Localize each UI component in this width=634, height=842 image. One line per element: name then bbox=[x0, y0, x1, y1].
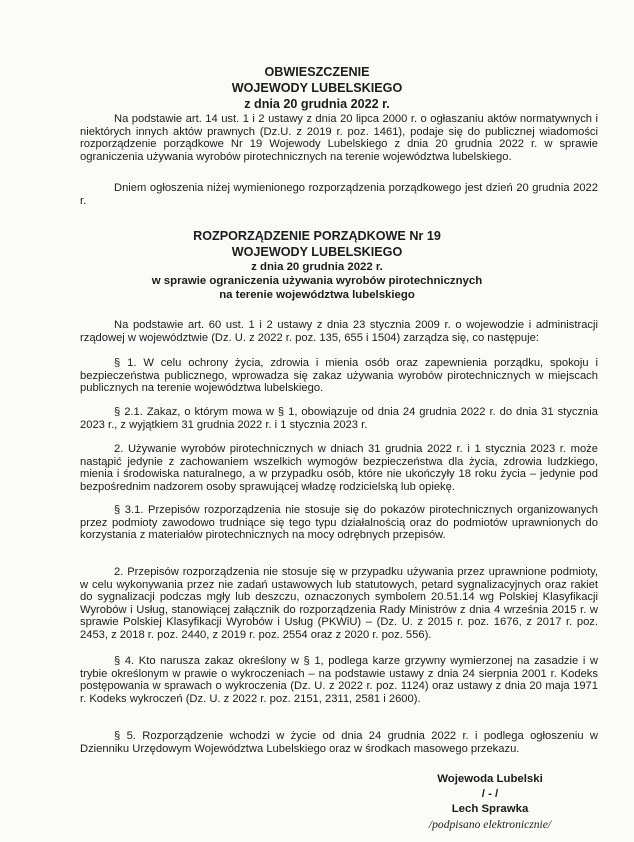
regulation-section-5-text: § 5. Rozporządzenie wchodzi w życie od dnia 24 grudnia 2022 r. i podlega ogłoszeniu w Dzienniku Urzędowym Województwa Lubelskiego oraz w środkach masowego przekazu. bbox=[80, 730, 598, 755]
regulation-section-3-2 bbox=[80, 566, 598, 642]
regulation-section-2-1-text: § 2.1. Zakaz, o którym mowa w § 1, obowiązuje od dnia 24 grudnia 2022 r. do dnia 31 stycznia 2023 r., z wyjątkiem 31 grudnia 2022 r. i 1 stycznia 2023 r. bbox=[80, 406, 598, 431]
notice-heading bbox=[80, 64, 554, 112]
signature-block bbox=[400, 772, 580, 832]
notice-heading-line-1: OBWIESZCZENIE bbox=[264, 65, 370, 79]
notice-paragraph-2 bbox=[80, 182, 598, 207]
regulation-section-2-2-text: 2. Używanie wyrobów pirotechnicznych w dniach 31 grudnia 2022 r. i 1 stycznia 2023 r. może nastąpić jedynie z zachowaniem wszelkich wymogów bezpieczeństwa dla życia, zdrowia ludzkiego, mienia i środowiska naturalnego, a w przypadku osób, które nie ukończyły 18 roku życia – jedynie pod bezpośrednim nadzorem osoby sprawującej władzę rodzicielską lub opiekę. bbox=[80, 443, 598, 493]
regulation-heading-line-2: WOJEWODY LUBELSKIEGO bbox=[231, 245, 403, 259]
regulation-section-3-1 bbox=[80, 504, 598, 542]
regulation-heading bbox=[80, 228, 554, 302]
regulation-subheading-subject-1: w sprawie ograniczenia używania wyrobów pirotechnicznych bbox=[151, 275, 483, 287]
signature-role: Wojewoda Lubelski bbox=[437, 773, 543, 785]
regulation-section-3-1-text: § 3.1. Przepisów rozporządzenia nie stosuje się do pokazów pirotechnicznych organizowanych przez podmioty zawodowo trudniące się tego typu działalnością oraz do podmiotów uprawnionych do korzystania z materiałów pirotechnicznych na mocy odrębnych przepisów. bbox=[80, 504, 598, 542]
notice-paragraph-2-text: Dniem ogłoszenia niżej wymienionego rozporządzenia porządkowego jest dzień 20 grudnia 2022 r. bbox=[80, 182, 598, 207]
regulation-section-2-2 bbox=[80, 443, 598, 493]
regulation-section-4 bbox=[80, 655, 598, 705]
signature-name: Lech Sprawka bbox=[451, 803, 529, 815]
regulation-subheading-date: z dnia 20 grudnia 2022 r. bbox=[251, 261, 383, 273]
notice-paragraph-1 bbox=[80, 113, 598, 163]
regulation-subheading-subject-2: na terenie województwa lubelskiego bbox=[219, 289, 415, 301]
notice-paragraph-1-text: Na podstawie art. 14 ust. 1 i 2 ustawy z dnia 20 lipca 2000 r. o ogłaszaniu aktów normatywnych i niektórych innych aktów prawnych (Dz.U. z 2019 r. poz. 1461), podaje się do publicznej wiadomości rozporządzenie porządkowe Nr 19 Wojewody Lubelskiego z dnia 20 grudnia 2022 r. w sprawie ograniczenia używania wyrobów pirotechnicznych na terenie województwa lubelskiego. bbox=[80, 113, 598, 163]
regulation-heading-line-1: ROZPORZĄDZENIE PORZĄDKOWE Nr 19 bbox=[193, 229, 441, 243]
signature-mark: / - / bbox=[481, 788, 499, 800]
notice-heading-line-2: WOJEWODY LUBELSKIEGO bbox=[231, 81, 403, 95]
signature-note: /podpisano elektronicznie/ bbox=[428, 818, 552, 831]
regulation-section-1 bbox=[80, 357, 598, 395]
regulation-section-1-text: § 1. W celu ochrony życia, zdrowia i mienia osób oraz zapewnienia porządku, spokoju i bezpieczeństwa publicznego, wprowadza się zakaz używania wyrobów pirotechnicznych w miejscach publicznych na terenie województwa lubelskiego. bbox=[80, 357, 598, 395]
regulation-section-4-text: § 4. Kto narusza zakaz określony w § 1, podlega karze grzywny wymierzonej na zasadzie i w trybie określonym w prawie o wykroczeniach – na podstawie ustawy z dnia 24 sierpnia 2001 r. Kodeks postępowania w sprawach o wykroczenia (Dz. U. z 2022 r. poz. 1124) oraz ustawy z dnia 20 maja 1971 r. Kodeks wykroczeń (Dz. U. z 2022 r. poz. 2151, 2311, 2581 i 2600). bbox=[80, 655, 598, 705]
regulation-section-2-1 bbox=[80, 406, 598, 431]
regulation-preamble bbox=[80, 319, 598, 344]
regulation-preamble-text: Na podstawie art. 60 ust. 1 i 2 ustawy z dnia 23 stycznia 2009 r. o wojewodzie i administracji rządowej w województwie (Dz. U. z 2022 r. poz. 135, 655 i 1504) zarządza się, co następuje: bbox=[80, 319, 598, 344]
regulation-section-3-2-text: 2. Przepisów rozporządzenia nie stosuje się w przypadku używania przez uprawnione podmioty, w celu wykonywania przez nie zadań ustawowych lub statutowych, petard sygnalizacyjnych oraz rakiet do sygnalizacji podczas mgły lub deszczu, oznaczonych symbolem 20.51.14 wg Polskiej Klasyfikacji Wyrobów i Usług, stanowiącej załącznik do rozporządzenia Rady Ministrów z dnia 4 września 2015 r. w sprawie Polskiej Klasyfikacji Wyrobów i Usług (PKWiU) – (Dz. U. z 2015 r. poz. 1676, z 2017 r. poz. 2453, z 2018 r. poz. 2440, z 2019 r. poz. 2554 oraz z 2020 r. poz. 556). bbox=[80, 566, 598, 641]
regulation-section-5 bbox=[80, 730, 598, 755]
notice-heading-date: z dnia 20 grudnia 2022 r. bbox=[244, 97, 390, 111]
